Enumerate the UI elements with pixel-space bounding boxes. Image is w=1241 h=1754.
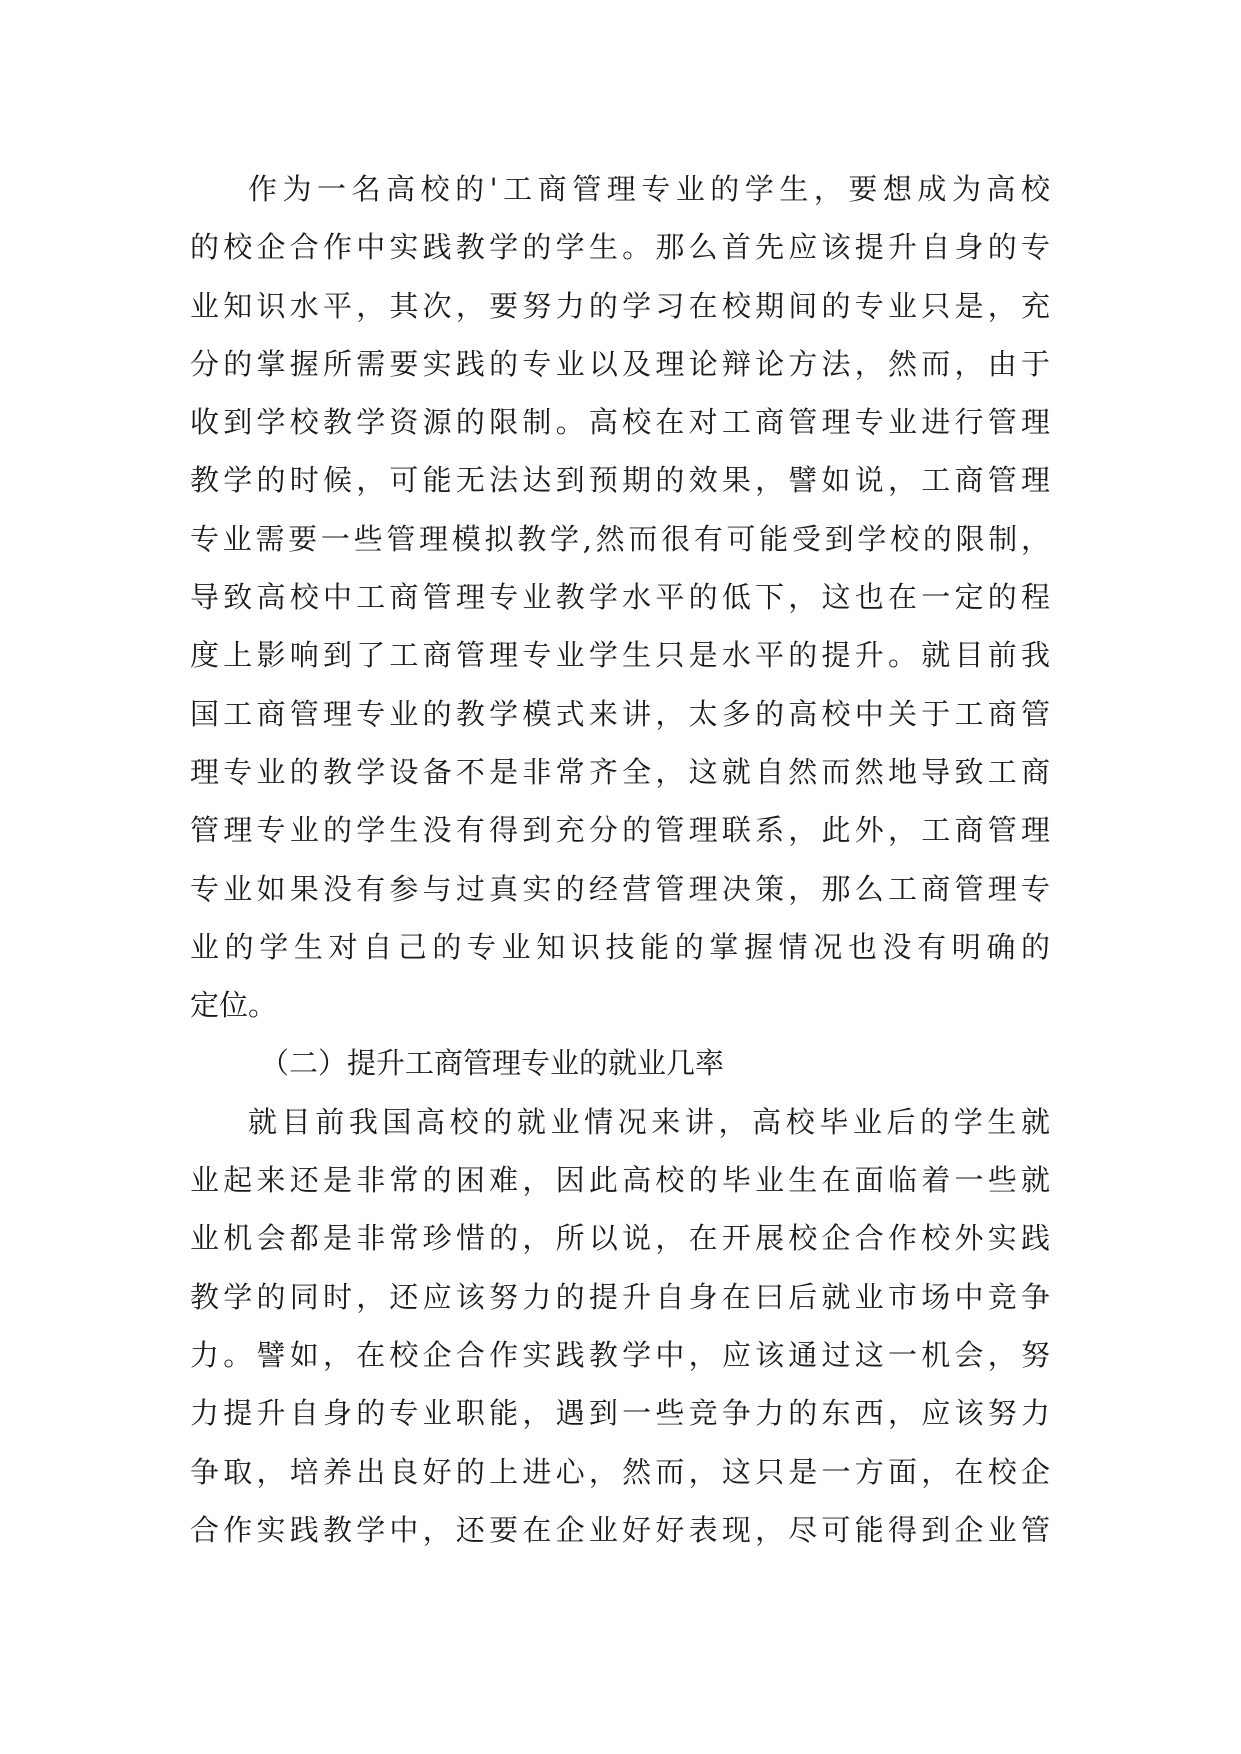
paragraph-line: 的校企合作中实践教学的学生。那么首先应该提升自身的专 [190, 230, 1050, 265]
paragraph-line: 理专业的教学设备不是非常齐全，这就自然而然地导致工商 [190, 754, 1050, 789]
paragraph-1 [190, 160, 1050, 1034]
paragraph-line: 国工商管理专业的教学模式来讲，太多的高校中关于工商管 [190, 696, 1050, 731]
paragraph-line: 定位。 [190, 988, 278, 1023]
paragraph-line: 管理专业的学生没有得到充分的管理联系，此外，工商管理 [190, 813, 1050, 848]
paragraph-line: 分的掌握所需要实践的专业以及理论辩论方法，然而，由于 [190, 346, 1050, 381]
paragraph-line: 业起来还是非常的困难，因此高校的毕业生在面临着一些就 [190, 1163, 1050, 1198]
paragraph-line: 专业需要一些管理模拟教学,然而很有可能受到学校的限制， [190, 521, 1050, 556]
paragraph-line: 合作实践教学中，还要在企业好好表现，尽可能得到企业管 [190, 1512, 1050, 1547]
paragraph-2 [190, 1093, 1050, 1559]
paragraph-line: 业的学生对自己的专业知识技能的掌握情况也没有明确的 [190, 929, 1050, 964]
paragraph-line: 度上影响到了工商管理专业学生只是水平的提升。就目前我 [190, 638, 1050, 673]
paragraph-line: 收到学校教学资源的限制。高校在对工商管理专业进行管理 [190, 405, 1050, 440]
paragraph-line: 业知识水平，其次，要努力的学习在校期间的专业只是，充 [190, 288, 1050, 323]
paragraph-line: 教学的同时，还应该努力的提升自身在曰后就业市场中竞争 [190, 1279, 1050, 1314]
paragraph-line: 力。譬如，在校企合作实践教学中，应该通过这一机会，努 [190, 1337, 1050, 1372]
paragraph-line: 导致高校中工商管理专业教学水平的低下，这也在一定的程 [190, 580, 1050, 615]
paragraph-line: 争取，培养出良好的上进心，然而，这只是一方面，在校企 [190, 1454, 1050, 1489]
paragraph-line: 力提升自身的专业职能，遇到一些竞争力的东西，应该努力 [190, 1396, 1050, 1431]
paragraph-line: 教学的时候，可能无法达到预期的效果，譬如说，工商管理 [190, 463, 1050, 498]
paragraph-line: 作为一名高校的'工商管理专业的学生，要想成为高校 [248, 172, 1050, 206]
paragraph-line: 就目前我国高校的就业情况来讲，高校毕业后的学生就 [248, 1104, 1050, 1139]
body-text [190, 160, 1050, 1559]
paragraph-line: 专业如果没有参与过真实的经营管理决策，那么工商管理专 [190, 871, 1050, 906]
section-heading: （二）提升工商管理专业的就业几率 [260, 1046, 725, 1081]
paragraph-line: 业机会都是非常珍惜的，所以说，在开展校企合作校外实践 [190, 1221, 1050, 1256]
